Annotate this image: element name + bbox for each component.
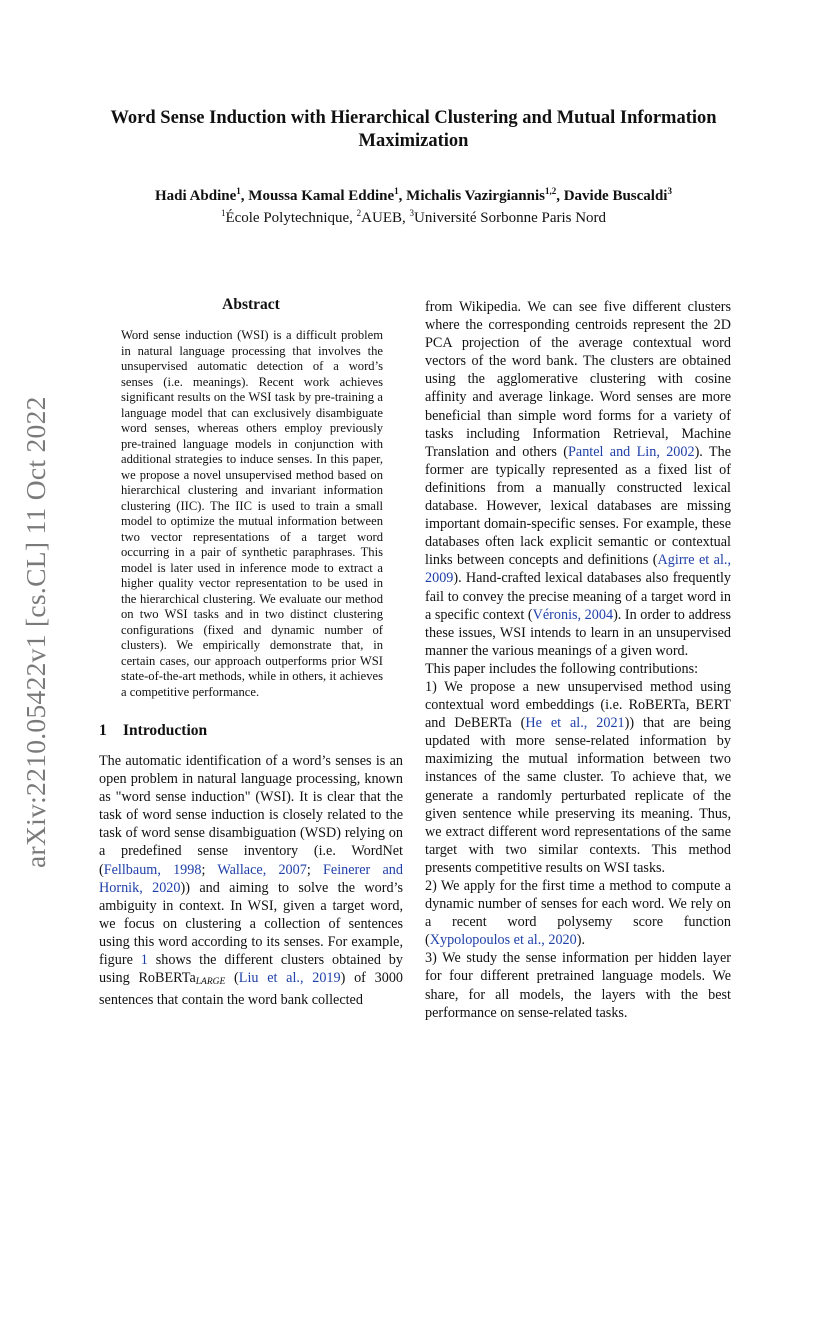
author-affiliation-mark: 1 [236, 186, 241, 196]
citation-link[interactable]: Agirre et al., 2009 [425, 552, 731, 587]
affiliation-number: 3 [409, 208, 414, 218]
text-run: ). The former are typically represented as a fixed list of definitions from a manually constructed lexical database. However, lexical databases are missing important domain-specific senses. For example, these databases often lack explicit semantic or contextual links between concepts and definitions ( [425, 443, 731, 569]
citation-link[interactable]: Fellbaum, 1998 [103, 861, 202, 878]
figure-reference[interactable]: 1 [140, 952, 148, 969]
intro-paragraph-continued [425, 298, 731, 660]
affiliation-name: École Polytechnique [225, 210, 350, 226]
intro-paragraph [99, 752, 403, 1334]
citation-link[interactable]: He et al., 2021 [525, 715, 625, 732]
citation-link[interactable]: Pantel and Lin, 2002 [568, 443, 695, 460]
text-run: ( [225, 970, 239, 987]
citation-link[interactable]: Feinerer and Hornik, 2020 [99, 861, 403, 896]
abstract-heading: Abstract [222, 296, 280, 313]
text-run: ). [576, 932, 586, 949]
contribution-item: 3) We study the sense information per hidden layer for four different pretrained language models. We share, for all models, the layers with the best performance on sense-related tasks. [425, 950, 731, 1021]
section-heading-introduction [99, 722, 403, 740]
text-run: 1) We propose a new unsupervised method using contextual word embeddings (i.e. RoBERTa, BERT and DeBERTa ( [425, 678, 731, 732]
text-run: from Wikipedia. We can see five different clusters where the corresponding centroids represent the 2D PCA projection of the average contextual word vectors of the word bank. The clusters are obtained using the agglomerative clustering with cosine affinity and average linkage. Word senses are more beneficial than simple word forms for a variety of tasks including Information Retrieval, Machine Translation and others ( [425, 299, 731, 460]
author-affiliation-mark: 3 [667, 186, 672, 196]
text-run: The automatic identification of a word’s senses is an open problem in natural language processing, known as "word sense induction" (WSI). It is clear that the task of word sense induction is closely related to the task of word sense disambiguation (WSD) relying on a predefined sense inventory (i.e. WordNet ( [99, 753, 403, 878]
author-name: Michalis Vazirgiannis [406, 188, 545, 204]
citation-link[interactable]: Xypolopoulos et al., 2020 [429, 932, 577, 949]
text-run: )) and aiming to solve the word’s ambiguity in context. In WSI, given a target word, we focus on clustering a collection of sentences using this word according to its senses. For example, figure [99, 879, 403, 969]
affiliation-number: 1 [220, 208, 226, 218]
text-run: ; [201, 861, 218, 878]
affiliation-name: Université Sorbonne Paris Nord [414, 210, 607, 226]
right-column [425, 298, 731, 1022]
text-run: 2) We apply for the first time a method to compute a dynamic number of senses for each word. We rely on a recent word polysemy score function ( [425, 878, 731, 949]
citation-link[interactable]: Wallace, 2007 [217, 861, 307, 878]
citation-link[interactable]: Véronis, 2004 [532, 606, 614, 623]
author-list: Hadi Abdine$^1$, Moussa Kamal Eddine$^1$, Michalis Vazirgiannis$^{1,2}$, Davide Buscaldi$^3$ [155, 186, 672, 204]
affiliation-list: $^1$École Polytechnique, $^2$AUEB, $^3$Université Sorbonne Paris Nord [220, 208, 607, 226]
text-run: shows the different clusters obtained by using RoBERTa [99, 952, 403, 987]
author-affiliation-mark: 1,2 [544, 186, 557, 196]
text-run: ). In order to address these issues, WSI intends to learn in an unsupervised manner the various meanings of a given word. [425, 606, 731, 659]
author-name: Moussa Kamal Eddine [248, 188, 395, 204]
text-run: ; [306, 861, 324, 878]
arxiv-stamp: arXiv:2210.05422v1 [cs.CL] 11 Oct 2022 [20, 396, 51, 868]
author-name: Hadi Abdine [155, 188, 237, 204]
contribution-item [425, 877, 731, 949]
author-name: Davide Buscaldi [563, 188, 668, 204]
left-column [99, 296, 403, 1334]
section-number: 1 [99, 722, 107, 739]
contributions-intro: This paper includes the following contributions: [425, 660, 699, 677]
paper-title: Word Sense Induction with Hierarchical Clustering and Mutual Information Maximization [110, 108, 717, 151]
text-run: ) of 3000 sentences that contain the word bank collected [99, 970, 403, 1009]
section-title: Introduction [123, 722, 208, 739]
affiliation-number: 2 [356, 208, 362, 218]
contribution-item [425, 678, 731, 877]
affiliation-name: AUEB [361, 210, 402, 226]
abstract-text: Word sense induction (WSI) is a difficult problem in natural language processing that involves the unsupervised automatic detection of a word’s senses (i.e. meanings). Recent work achieves significant results on the WSI task by pre-training a language model that can exclusively disambiguate word senses, whereas others employ previously pre-trained language models in conjunction with additional strategies to induce senses. In this paper, we propose a novel unsupervised method based on hierarchical clustering and invariant information clustering (IIC). The IIC is used to train a small model to optimize the mutual information between two vector representations of a target word occurring in a pair of synthetic paraphrases. This model is later used in inference mode to extract a higher quality vector representation to be used in the hierarchical clustering. We evaluate our method on two WSI tasks and in two distinct clustering configurations (fixed and dynamic number of clusters). We empirically demonstrate that, in certain cases, our approach outperforms prior WSI state-of-the-art methods, while in others, it achieves a competitive performance. [121, 328, 383, 699]
citation-link[interactable]: Liu et al., 2019 [238, 970, 341, 987]
model-size-subscript: LARGE [195, 977, 226, 988]
text-run: )) that are being updated with more sense-related information by maximizing the mutual information between two instances of the same cluster. To achieve that, we generate a randomly perturbated replicate of the given sentence while preserving its meaning. Thus, we extract different word representations of the same target with two similar contexts. This method presents competitive results on WSI tasks. [425, 715, 732, 876]
author-affiliation-mark: 1 [394, 186, 399, 196]
text-run: ). Hand-crafted lexical databases also frequently fail to convey the precise meaning of a target word in a specific context ( [425, 570, 731, 623]
